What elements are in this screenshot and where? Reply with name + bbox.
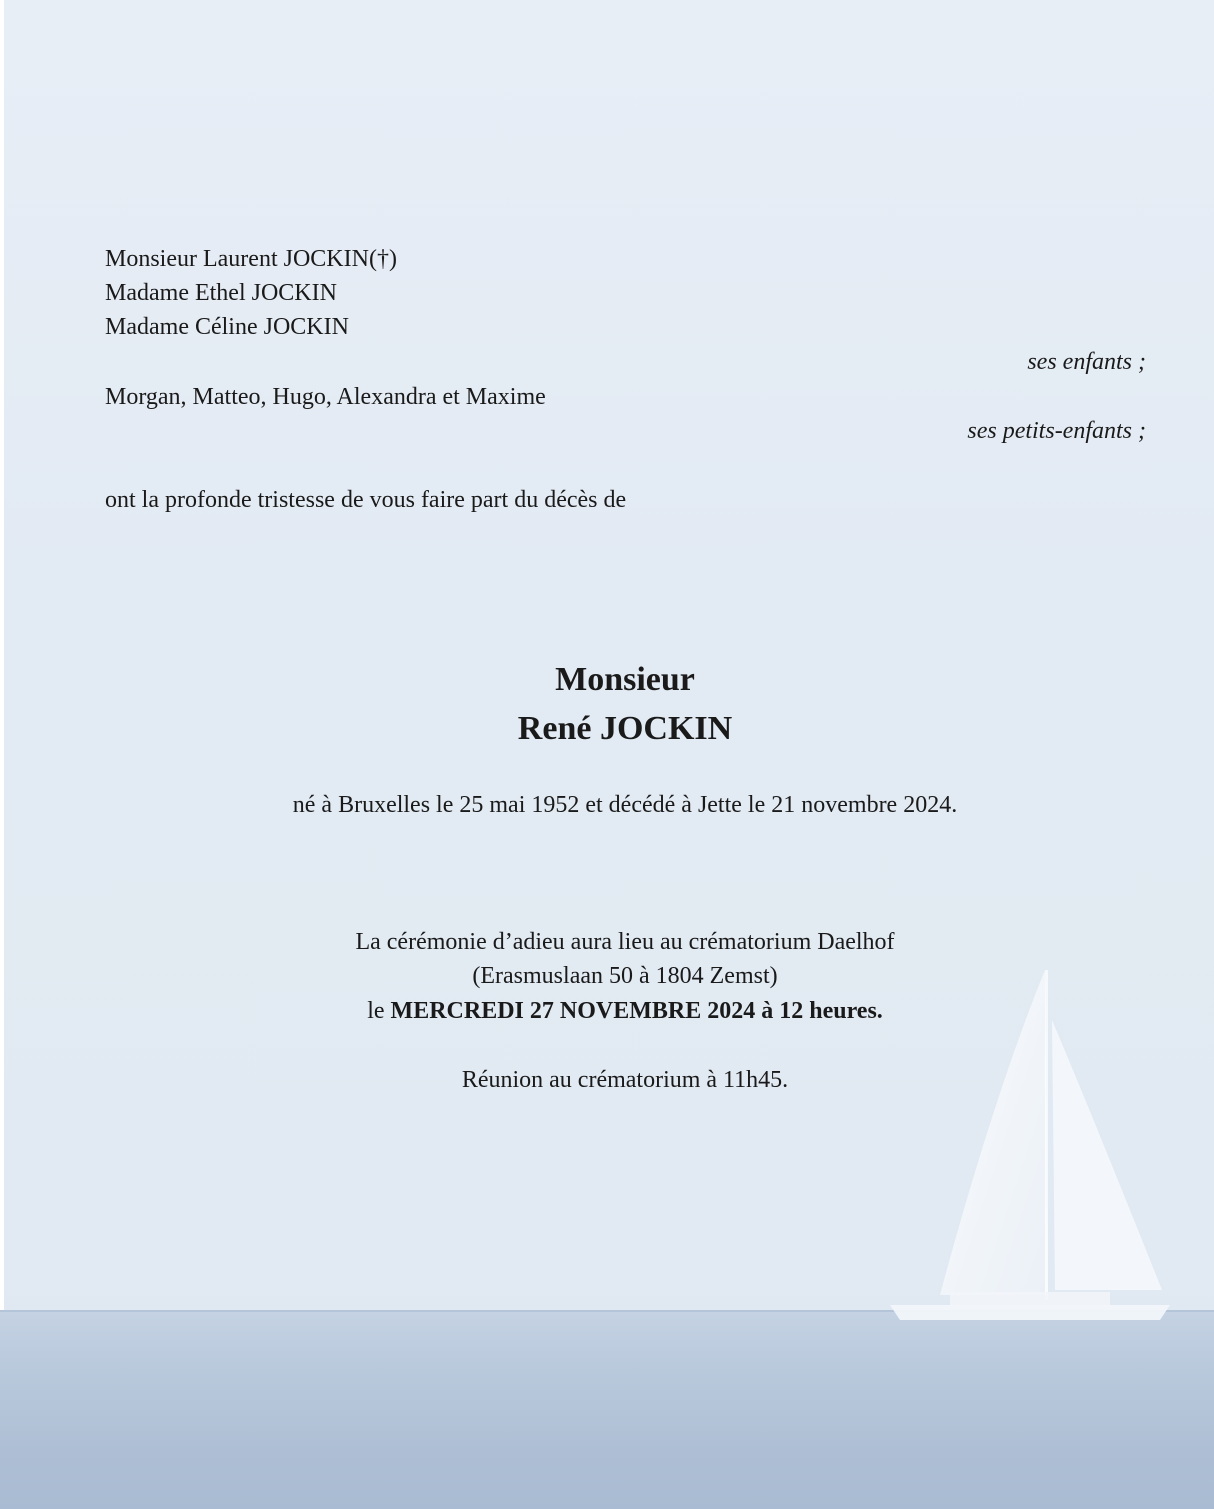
child-line: Madame Céline JOCKIN: [105, 314, 349, 340]
children-label: ses enfants ;: [1027, 349, 1146, 375]
ceremony-date-line: [0, 994, 1214, 1028]
page-edge: [0, 0, 4, 1509]
grandchildren-line: Morgan, Matteo, Hugo, Alexandra et Maxime: [105, 384, 546, 410]
sea-background: [0, 1312, 1214, 1509]
ceremony-address: (Erasmuslaan 50 à 1804 Zemst): [472, 963, 778, 989]
birth-death-dates: né à Bruxelles le 25 mai 1952 et décédé à Jette le 21 novembre 2024.: [292, 792, 958, 818]
meeting-time: Réunion au crématorium à 11h45.: [461, 1067, 789, 1093]
child-line: Monsieur Laurent JOCKIN(†): [105, 246, 397, 272]
announcement-text: ont la profonde tristesse de vous faire part du décès de: [105, 487, 627, 513]
deceased-name: René JOCKIN: [517, 710, 733, 747]
ceremony-date-prefix: le: [367, 998, 385, 1024]
child-line: Madame Ethel JOCKIN: [105, 280, 337, 306]
ceremony-line-1: La cérémonie d’adieu aura lieu au crématorium Daelhof: [355, 929, 895, 955]
deceased-title: Monsieur: [555, 661, 695, 698]
grandchildren-label: ses petits-enfants ;: [967, 418, 1146, 444]
ceremony-date: MERCREDI 27 NOVEMBRE 2024 à 12 heures.: [390, 998, 883, 1024]
